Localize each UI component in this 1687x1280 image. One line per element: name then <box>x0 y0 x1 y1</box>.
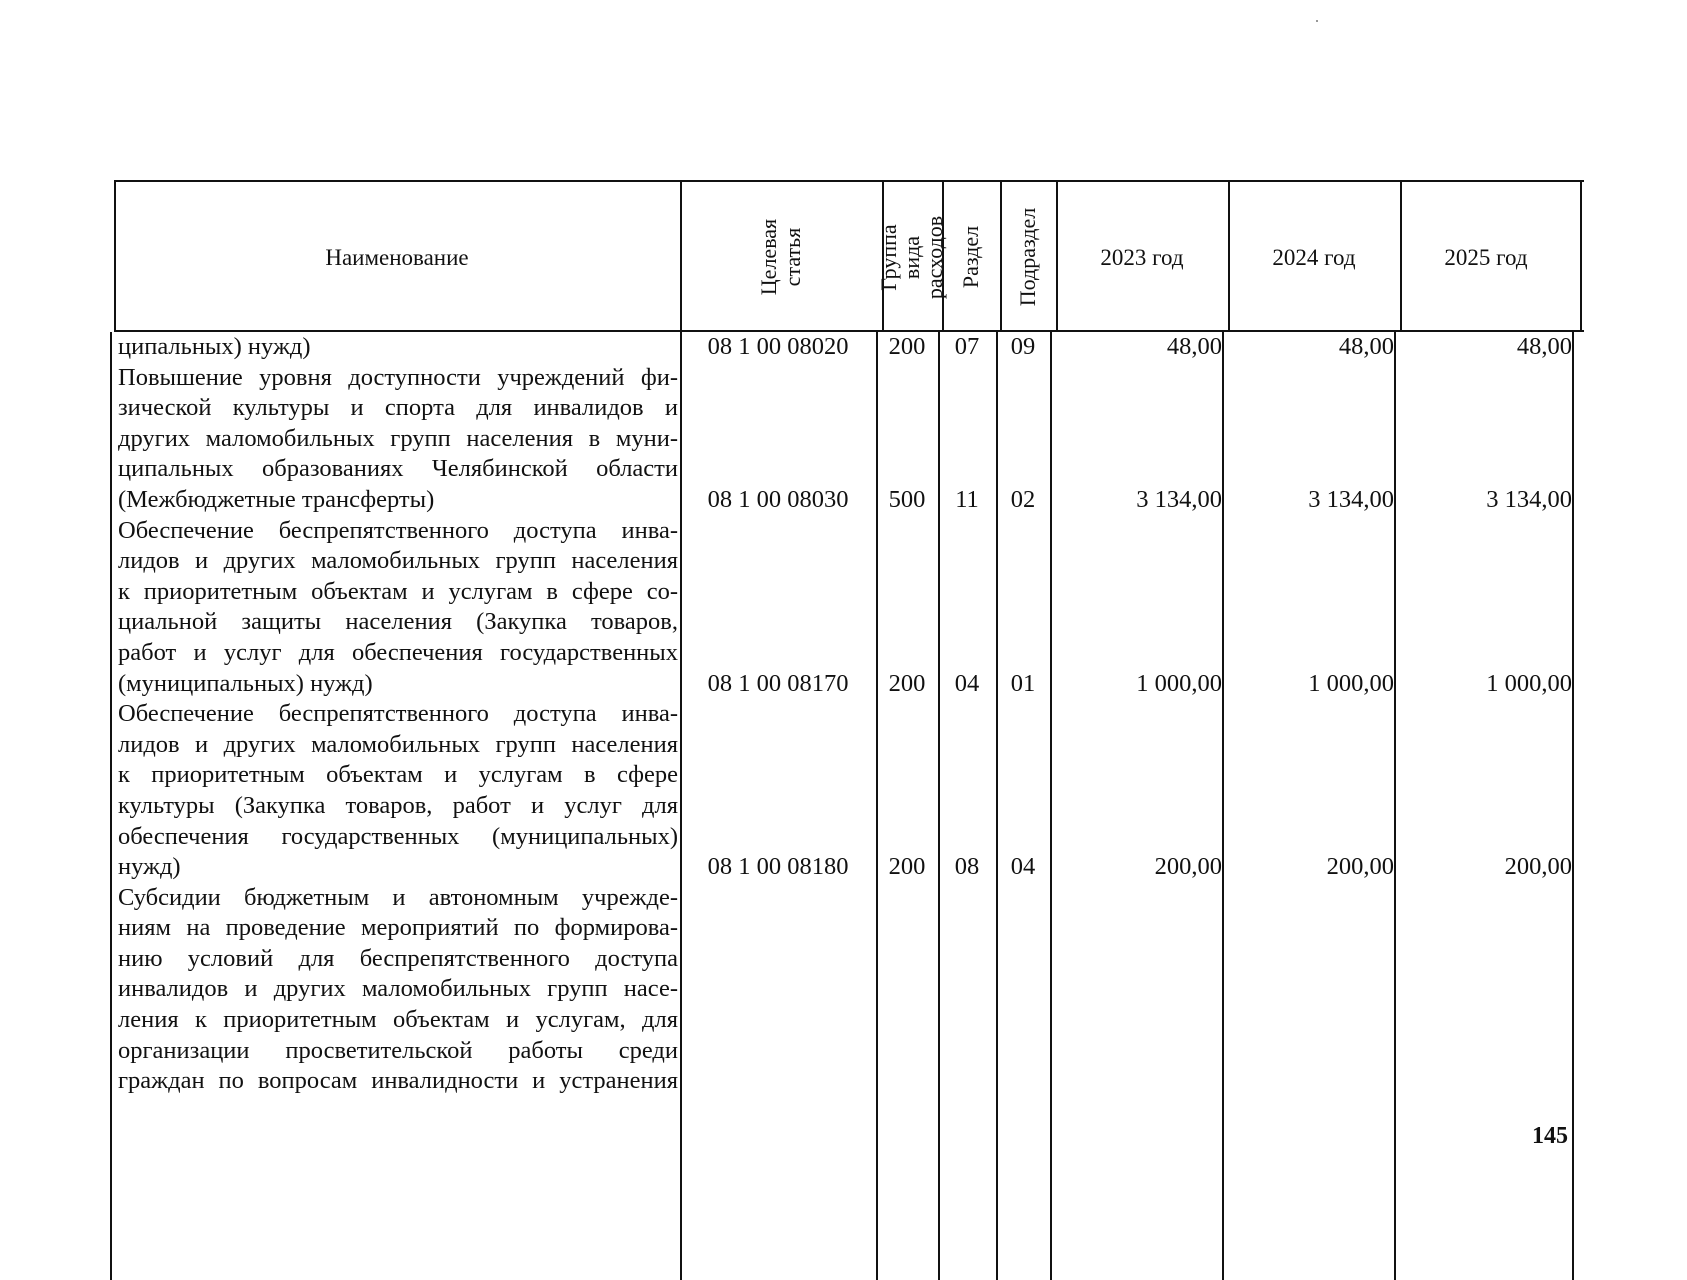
grid-line <box>110 332 112 1280</box>
name-line: Повышение уровня доступности учреждений фи- <box>118 363 678 391</box>
value-2024-cell: 3 134,00 <box>1308 486 1394 513</box>
grid-line <box>942 180 944 332</box>
value-2025-cell: 3 134,00 <box>1486 486 1572 513</box>
target-article-cell: 08 1 00 08020 <box>707 333 849 360</box>
name-line: нужд) <box>118 853 181 881</box>
expense-group-cell: 200 <box>888 333 926 360</box>
name-line: циальной защиты населения (Закупка товаров, <box>118 608 678 636</box>
page-number: 145 <box>1532 1123 1568 1149</box>
section-cell: 08 <box>954 853 980 881</box>
name-line: зической культуры и спорта для инвалидов и <box>118 394 678 422</box>
header-2023-label: 2023 год <box>1100 244 1184 270</box>
header-2024-label: 2024 год <box>1272 244 1356 270</box>
name-line: Субсидии бюджетным и автономным учрежде- <box>118 883 678 911</box>
header-name-label: Наименование <box>325 244 469 270</box>
grid-line <box>1580 180 1582 332</box>
name-line: работ и услуг для обеспечения государственных <box>118 638 678 666</box>
grid-line <box>882 180 884 332</box>
header-target-article <box>680 182 882 332</box>
grid-line <box>1400 180 1402 332</box>
header-2025 <box>1400 182 1572 332</box>
value-2025-cell: 200,00 <box>1504 853 1572 881</box>
name-line: нию условий для беспрепятственного доступа <box>118 944 678 972</box>
header-section-label: Раздел <box>958 225 984 289</box>
name-line: обеспечения государственных (муниципальных) <box>118 822 678 850</box>
name-line: ниям на проведение мероприятий по формирова- <box>118 914 678 942</box>
name-line: к приоритетным объектам и услугам в сфере <box>118 761 678 789</box>
header-name <box>114 182 680 332</box>
name-line: ципальных образованиях Челябинской области <box>118 455 678 483</box>
name-line: других маломобильных групп населения в муни- <box>118 424 678 452</box>
name-line: (Межбюджетные трансферты) <box>118 485 435 513</box>
name-line: инвалидов и других маломобильных групп насе- <box>118 975 678 1003</box>
name-line: лидов и других маломобильных групп населения <box>118 730 678 758</box>
name-column <box>118 332 678 1097</box>
grid-line <box>114 180 116 332</box>
table-header <box>114 180 1584 332</box>
name-line: к приоритетным объектам и услугам в сфере со- <box>118 577 678 605</box>
target-article-cell: 08 1 00 08180 <box>707 853 849 881</box>
value-2023-cell: 3 134,00 <box>1136 486 1222 513</box>
name-line: культуры (Закупка товаров, работ и услуг для <box>118 791 678 819</box>
name-line: Обеспечение беспрепятственного доступа инва- <box>118 516 678 544</box>
grid-line <box>1228 180 1230 332</box>
name-line: граждан по вопросам инвалидности и устранения <box>118 1067 678 1095</box>
header-section <box>942 182 1000 332</box>
header-subsection <box>1000 182 1056 332</box>
value-2023-cell: 200,00 <box>1154 853 1222 881</box>
name-line: Обеспечение беспрепятственного доступа инва- <box>118 700 678 728</box>
value-2023-cell: 1 000,00 <box>1136 669 1222 697</box>
header-target-article-label: Целевая статья <box>756 218 805 296</box>
value-2023-cell: 48,00 <box>1166 333 1222 360</box>
name-line: ципальных) нужд) <box>118 333 311 360</box>
grid-line <box>1000 180 1002 332</box>
subsection-cell: 02 <box>1010 486 1036 513</box>
section-cell: 07 <box>954 333 980 360</box>
section-cell: 11 <box>955 486 979 513</box>
value-2024-cell: 48,00 <box>1338 333 1394 360</box>
name-line: ления к приоритетным объектам и услугам, для <box>118 1006 678 1034</box>
header-2024 <box>1228 182 1400 332</box>
subsection-cell: 09 <box>1010 333 1036 360</box>
value-2025-cell: 1 000,00 <box>1486 669 1572 697</box>
target-article-cell: 08 1 00 08030 <box>707 486 849 513</box>
header-2023 <box>1056 182 1228 332</box>
name-line: лидов и других маломобильных групп населения <box>118 547 678 575</box>
expense-group-cell: 200 <box>888 853 926 881</box>
header-expense-group-label: Группа вида расходов <box>876 215 948 299</box>
header-2025-label: 2025 год <box>1444 244 1528 270</box>
name-line: (муниципальных) нужд) <box>118 669 373 697</box>
expense-group-cell: 200 <box>888 669 926 697</box>
header-subsection-label: Подраздел <box>1015 207 1041 307</box>
scan-speck <box>1316 20 1318 22</box>
name-line: организации просветительской работы среди <box>118 1036 678 1064</box>
grid-line <box>1056 180 1058 332</box>
value-2024-cell: 200,00 <box>1326 853 1394 881</box>
subsection-cell: 01 <box>1010 669 1036 697</box>
header-expense-group <box>876 182 948 332</box>
expense-group-cell: 500 <box>888 486 926 513</box>
value-2024-cell: 1 000,00 <box>1308 669 1394 697</box>
table-body <box>114 332 1584 1280</box>
target-article-cell: 08 1 00 08170 <box>707 669 849 697</box>
section-cell: 04 <box>954 669 980 697</box>
value-2025-cell: 48,00 <box>1516 333 1572 360</box>
subsection-cell: 04 <box>1010 853 1036 881</box>
